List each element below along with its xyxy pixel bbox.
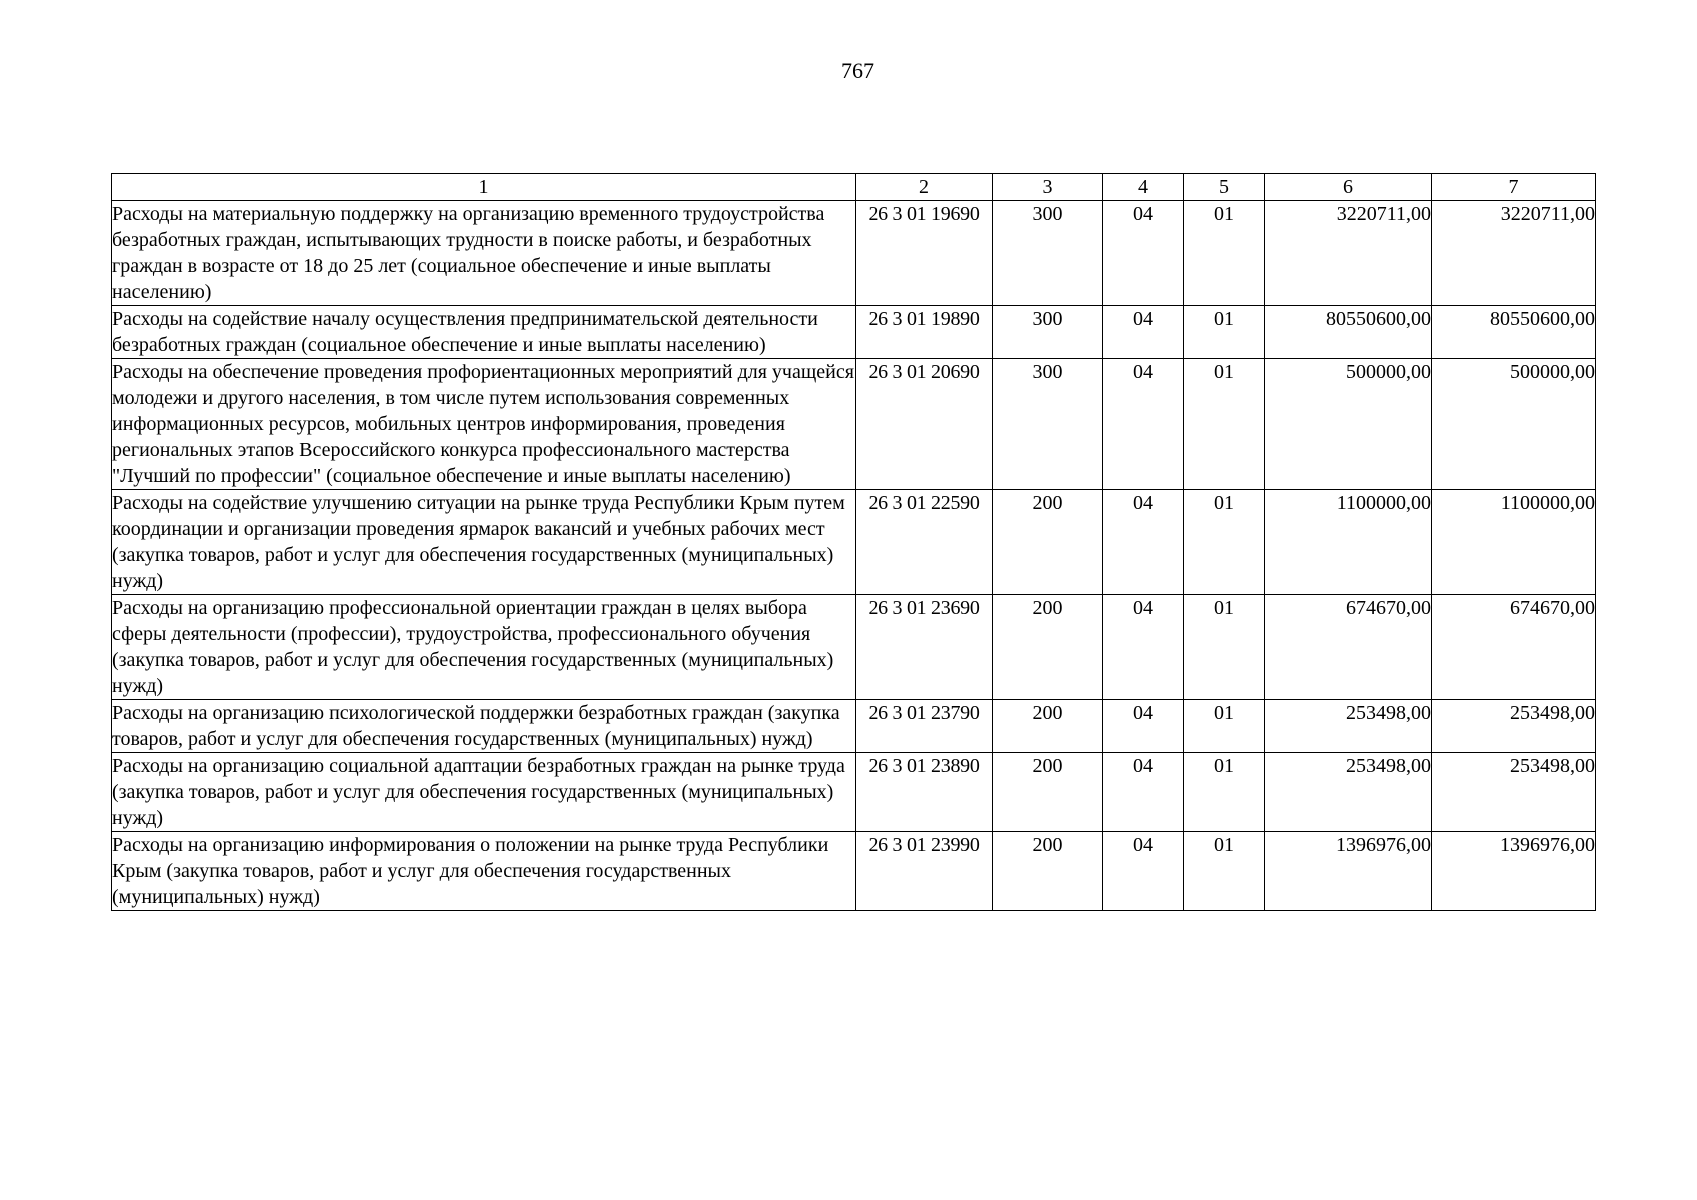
row-amount-7: 253498,00 (1432, 700, 1596, 753)
row-description: Расходы на организацию информирования о положении на рынке труда Республики Крым (закупка товаров, работ и услуг для обеспечения государственных (муниципальных) нужд) (112, 832, 856, 911)
row-section: 04 (1103, 832, 1184, 911)
row-amount-6: 1396976,00 (1265, 832, 1432, 911)
column-header-6: 6 (1265, 174, 1432, 201)
row-description: Расходы на содействие улучшению ситуации на рынке труда Республики Крым путем координации и организации проведения ярмарок вакансий и учебных рабочих мест (закупка товаров, работ и услуг для обеспечения государственных (муниципальных) нужд) (112, 490, 856, 595)
table-row (112, 753, 1596, 832)
row-amount-6: 1100000,00 (1265, 490, 1432, 595)
row-amount-7: 1396976,00 (1432, 832, 1596, 911)
row-subsection: 01 (1184, 359, 1265, 490)
row-section: 04 (1103, 359, 1184, 490)
row-amount-6: 80550600,00 (1265, 306, 1432, 359)
row-description: Расходы на содействие началу осуществления предпринимательской деятельности безработных граждан (социальное обеспечение и иные выплаты населению) (112, 306, 856, 359)
column-header-4: 4 (1103, 174, 1184, 201)
row-amount-6: 253498,00 (1265, 753, 1432, 832)
table-row (112, 700, 1596, 753)
table-row (112, 201, 1596, 306)
column-header-3: 3 (993, 174, 1103, 201)
row-type: 200 (993, 832, 1103, 911)
row-amount-7: 674670,00 (1432, 595, 1596, 700)
row-type: 200 (993, 700, 1103, 753)
header-row (112, 174, 1596, 201)
row-code: 26 3 01 22590 (856, 490, 993, 595)
table-row (112, 832, 1596, 911)
row-amount-7: 80550600,00 (1432, 306, 1596, 359)
row-subsection: 01 (1184, 201, 1265, 306)
row-type: 200 (993, 490, 1103, 595)
column-header-5: 5 (1184, 174, 1265, 201)
budget-table (111, 173, 1596, 911)
row-description: Расходы на материальную поддержку на организацию временного трудоустройства безработных граждан, испытывающих трудности в поиске работы, и безработных граждан в возрасте от 18 до 25 лет (социальное обеспечение и иные выплаты населению) (112, 201, 856, 306)
row-code: 26 3 01 23890 (856, 753, 993, 832)
row-code: 26 3 01 23990 (856, 832, 993, 911)
table-row (112, 306, 1596, 359)
row-description: Расходы на организацию профессиональной ориентации граждан в целях выбора сферы деятельности (профессии), трудоустройства, профессионального обучения (закупка товаров, работ и услуг для обеспечения государственных (муниципальных) нужд) (112, 595, 856, 700)
row-amount-6: 674670,00 (1265, 595, 1432, 700)
page-number: 767 (841, 58, 874, 83)
row-type: 300 (993, 201, 1103, 306)
row-section: 04 (1103, 700, 1184, 753)
row-type: 300 (993, 306, 1103, 359)
row-section: 04 (1103, 306, 1184, 359)
row-amount-6: 253498,00 (1265, 700, 1432, 753)
row-description: Расходы на организацию психологической поддержки безработных граждан (закупка товаров, работ и услуг для обеспечения государственных (муниципальных) нужд) (112, 700, 856, 753)
row-section: 04 (1103, 201, 1184, 306)
row-section: 04 (1103, 753, 1184, 832)
row-subsection: 01 (1184, 306, 1265, 359)
row-amount-7: 3220711,00 (1432, 201, 1596, 306)
row-subsection: 01 (1184, 700, 1265, 753)
column-header-2: 2 (856, 174, 993, 201)
row-type: 200 (993, 595, 1103, 700)
row-code: 26 3 01 20690 (856, 359, 993, 490)
row-amount-6: 500000,00 (1265, 359, 1432, 490)
row-amount-7: 1100000,00 (1432, 490, 1596, 595)
row-section: 04 (1103, 595, 1184, 700)
row-section: 04 (1103, 490, 1184, 595)
row-description: Расходы на организацию социальной адаптации безработных граждан на рынке труда (закупка товаров, работ и услуг для обеспечения государственных (муниципальных) нужд) (112, 753, 856, 832)
row-code: 26 3 01 23690 (856, 595, 993, 700)
row-type: 300 (993, 359, 1103, 490)
row-amount-6: 3220711,00 (1265, 201, 1432, 306)
row-subsection: 01 (1184, 753, 1265, 832)
row-description: Расходы на обеспечение проведения профориентационных мероприятий для учащейся молодежи и другого населения, в том числе путем использования современных информационных ресурсов, мобильных центров информирования, проведения региональных этапов Всероссийского конкурса профессионального мастерства "Лучший по профессии" (социальное обеспечение и иные выплаты населению) (112, 359, 856, 490)
column-header-1: 1 (112, 174, 856, 201)
row-code: 26 3 01 19890 (856, 306, 993, 359)
row-code: 26 3 01 19690 (856, 201, 993, 306)
table-row (112, 490, 1596, 595)
table-row (112, 359, 1596, 490)
column-header-7: 7 (1432, 174, 1596, 201)
row-subsection: 01 (1184, 595, 1265, 700)
row-subsection: 01 (1184, 490, 1265, 595)
row-amount-7: 253498,00 (1432, 753, 1596, 832)
row-subsection: 01 (1184, 832, 1265, 911)
row-type: 200 (993, 753, 1103, 832)
table-row (112, 595, 1596, 700)
row-code: 26 3 01 23790 (856, 700, 993, 753)
row-amount-7: 500000,00 (1432, 359, 1596, 490)
